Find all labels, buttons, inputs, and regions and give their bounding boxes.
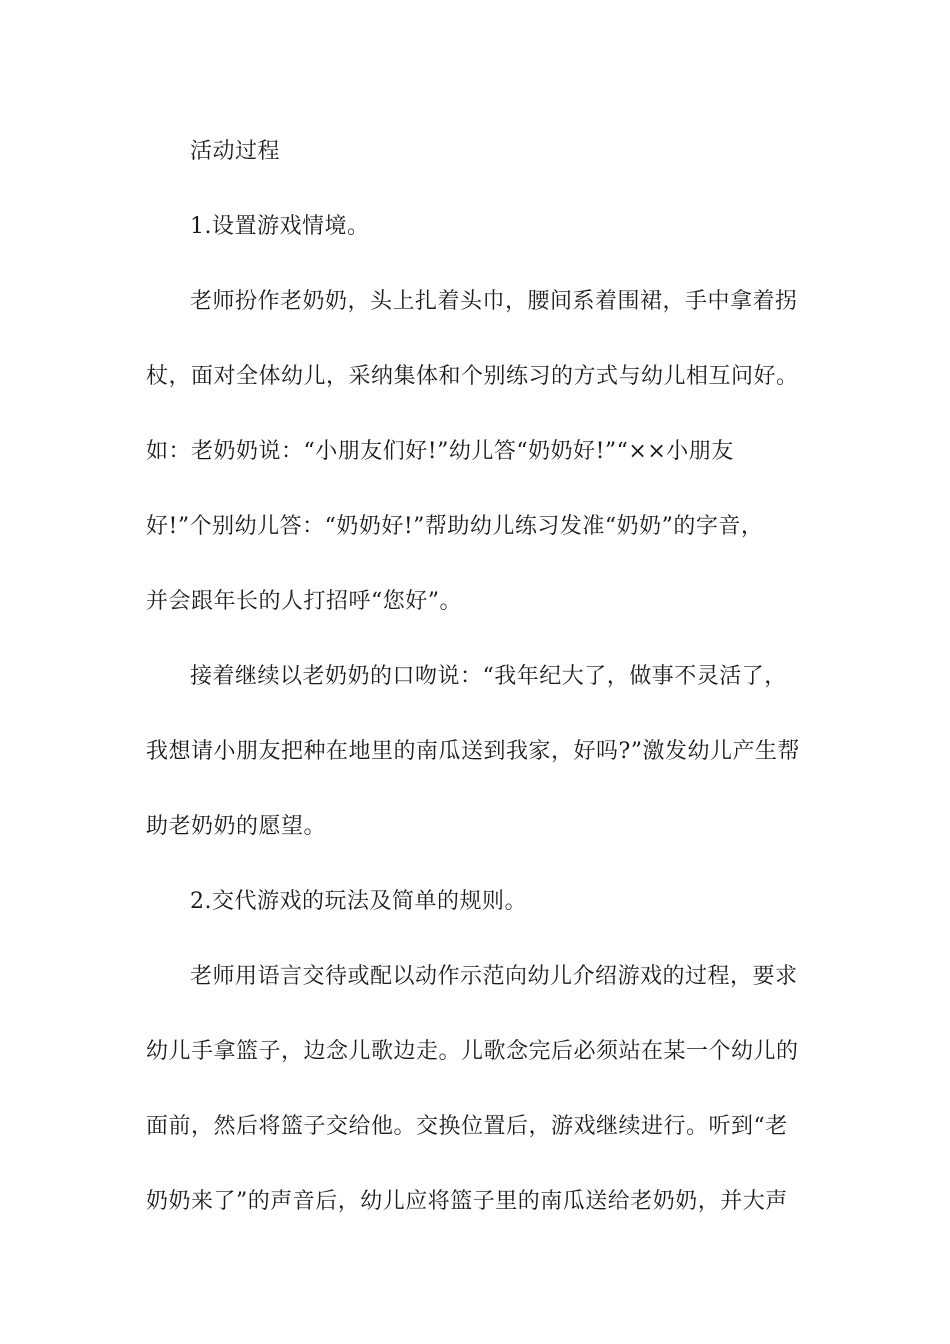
paragraph-line: 老师用语言交待或配以动作示范向幼儿介绍游戏的过程，要求 bbox=[190, 964, 798, 989]
section-heading: 活动过程 bbox=[190, 139, 281, 164]
subheading-2: 2.交代游戏的玩法及简单的规则。 bbox=[190, 889, 527, 914]
paragraph-line: 好!”个别幼儿答：“奶奶好!”帮助幼儿练习发准“奶奶”的字音， bbox=[146, 514, 764, 539]
paragraph-line: 接着继续以老奶奶的口吻说：“我年纪大了，做事不灵活了， bbox=[190, 664, 787, 689]
paragraph-line: 面前，然后将篮子交给他。交换位置后，游戏继续进行。听到“老 bbox=[146, 1114, 788, 1139]
paragraph-line: 杖，面对全体幼儿，采纳集体和个别练习的方式与幼儿相互问好。 bbox=[146, 364, 799, 389]
paragraph-line: 幼儿手拿篮子，边念儿歌边走。儿歌念完后必须站在某一个幼儿的 bbox=[146, 1039, 799, 1064]
paragraph-line: 助老奶奶的愿望。 bbox=[146, 814, 327, 839]
paragraph-line: 如：老奶奶说：“小朋友们好!”幼儿答“奶奶好!”“××小朋友 bbox=[146, 439, 734, 464]
subheading-1: 1.设置游戏情境。 bbox=[190, 214, 370, 239]
paragraph-line: 奶奶来了”的声音后，幼儿应将篮子里的南瓜送给老奶奶，并大声 bbox=[146, 1189, 788, 1214]
paragraph-line: 我想请小朋友把种在地里的南瓜送到我家，好吗?”激发幼儿产生帮 bbox=[146, 739, 801, 764]
paragraph-line: 老师扮作老奶奶，头上扎着头巾，腰间系着围裙，手中拿着拐 bbox=[190, 289, 798, 314]
paragraph-line: 并会跟年长的人打招呼“您好”。 bbox=[146, 589, 462, 614]
